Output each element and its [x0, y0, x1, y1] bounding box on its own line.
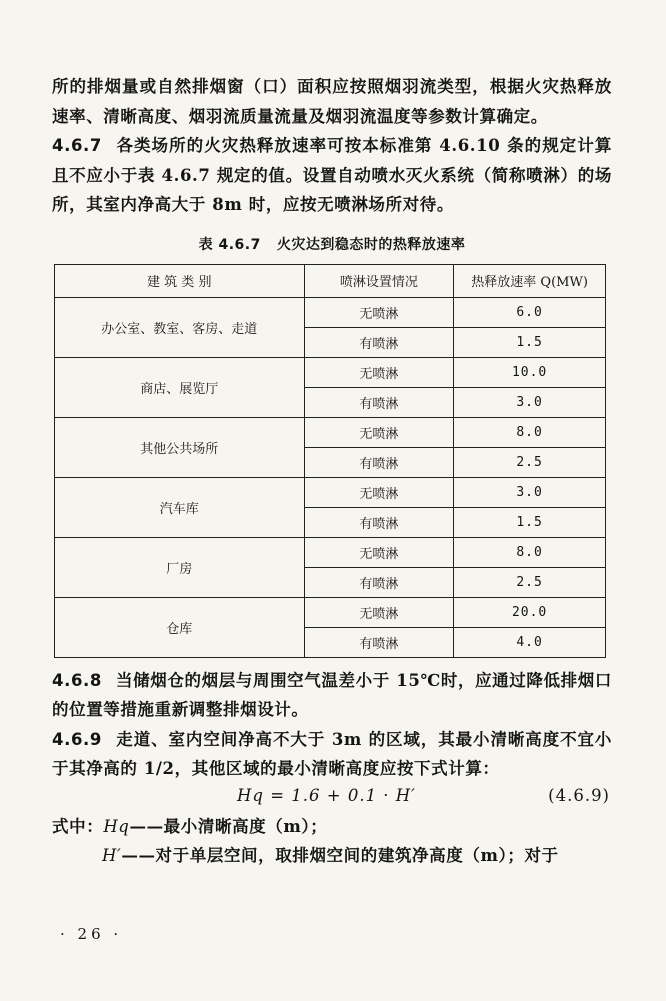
header-heat-release: 热释放速率 Q(MW) [454, 264, 606, 297]
formula-expression: Hq = 1.6 + 0.1 · H′ [237, 785, 416, 805]
clause-text: 走道、室内空间净高不大于 3m 的区域，其最小清晰高度不宜小于其净高的 1/2，其他区域的最小清晰高度应按下式计算： [52, 729, 612, 778]
sprinkler-cell: 有喷淋 [304, 447, 454, 477]
heat-release-cell: 2.5 [454, 567, 606, 597]
sprinkler-cell: 无喷淋 [304, 417, 454, 447]
sprinkler-cell: 无喷淋 [304, 357, 454, 387]
definition-text: ——对于单层空间，取排烟空间的建筑净高度（m）；对于 [121, 845, 559, 865]
category-cell: 其他公共场所 [55, 417, 305, 477]
clause-number: 4.6.8 [52, 670, 102, 690]
heat-release-cell: 3.0 [454, 387, 606, 417]
table-row [55, 417, 606, 447]
sprinkler-cell: 有喷淋 [304, 327, 454, 357]
heat-release-cell: 8.0 [454, 417, 606, 447]
after-table-section [52, 666, 612, 870]
definition-symbol: H′ [102, 845, 122, 865]
definition-line-2 [52, 841, 612, 870]
sprinkler-cell: 有喷淋 [304, 507, 454, 537]
sprinkler-cell: 有喷淋 [304, 627, 454, 657]
clause-4-6-9 [52, 725, 612, 784]
table-header-row [55, 264, 606, 297]
document-page [52, 72, 612, 870]
clause-text: 当储烟仓的烟层与周围空气温差小于 15℃时，应通过降低排烟口的位置等措施重新调整排烟设计。 [52, 670, 612, 719]
definition-symbol: Hq [103, 816, 130, 836]
table-caption [52, 234, 612, 254]
clause-4-6-8 [52, 666, 612, 725]
sprinkler-cell: 无喷淋 [304, 297, 454, 327]
clause-number: 4.6.7 [52, 136, 102, 155]
heat-release-cell: 3.0 [454, 477, 606, 507]
clause-4-6-7 [52, 131, 612, 220]
heat-release-cell: 1.5 [454, 327, 606, 357]
heat-release-cell: 6.0 [454, 297, 606, 327]
formula-line [52, 784, 612, 812]
table-number: 表 4.6.7 [198, 236, 261, 253]
table-row [55, 477, 606, 507]
heat-release-cell: 8.0 [454, 537, 606, 567]
sprinkler-cell: 有喷淋 [304, 567, 454, 597]
category-cell: 商店、展览厅 [55, 357, 305, 417]
sprinkler-cell: 无喷淋 [304, 477, 454, 507]
sprinkler-cell: 有喷淋 [304, 387, 454, 417]
table-row [55, 297, 606, 327]
category-cell: 汽车库 [55, 477, 305, 537]
heat-release-cell: 1.5 [454, 507, 606, 537]
equation-number: (4.6.9) [548, 785, 610, 805]
page-number: · 26 · [60, 925, 123, 943]
sprinkler-cell: 无喷淋 [304, 537, 454, 567]
category-cell: 办公室、教室、客房、走道 [55, 297, 305, 357]
sprinkler-cell: 无喷淋 [304, 597, 454, 627]
definition-line-1 [52, 812, 612, 841]
category-cell: 厂房 [55, 537, 305, 597]
intro-paragraph: 所的排烟量或自然排烟窗（口）面积应按照烟羽流类型，根据火灾热释放速率、清晰高度、烟羽流质量流量及烟羽流温度等参数计算确定。 [52, 77, 612, 126]
definitions-intro: 式中： [52, 816, 104, 836]
heat-release-cell: 4.0 [454, 627, 606, 657]
table-row [55, 597, 606, 627]
heat-release-table [54, 264, 606, 658]
definition-text: ——最小清晰高度（m）； [129, 816, 328, 836]
table-title: 火灾达到稳态时的热释放速率 [276, 236, 466, 253]
header-sprinkler: 喷淋设置情况 [304, 264, 454, 297]
table-row [55, 357, 606, 387]
heat-release-cell: 20.0 [454, 597, 606, 627]
category-cell: 仓库 [55, 597, 305, 657]
clause-number: 4.6.9 [52, 729, 102, 749]
clause-text: 各类场所的火灾热释放速率可按本标准第 4.6.10 条的规定计算且不应小于表 4.6.7 规定的值。设置自动喷水灭火系统（简称喷淋）的场所，其室内净高大于 8m 时，应按无喷淋场所对待。 [52, 136, 612, 214]
table-row [55, 537, 606, 567]
heat-release-cell: 2.5 [454, 447, 606, 477]
header-building-type: 建 筑 类 别 [55, 264, 305, 297]
heat-release-cell: 10.0 [454, 357, 606, 387]
